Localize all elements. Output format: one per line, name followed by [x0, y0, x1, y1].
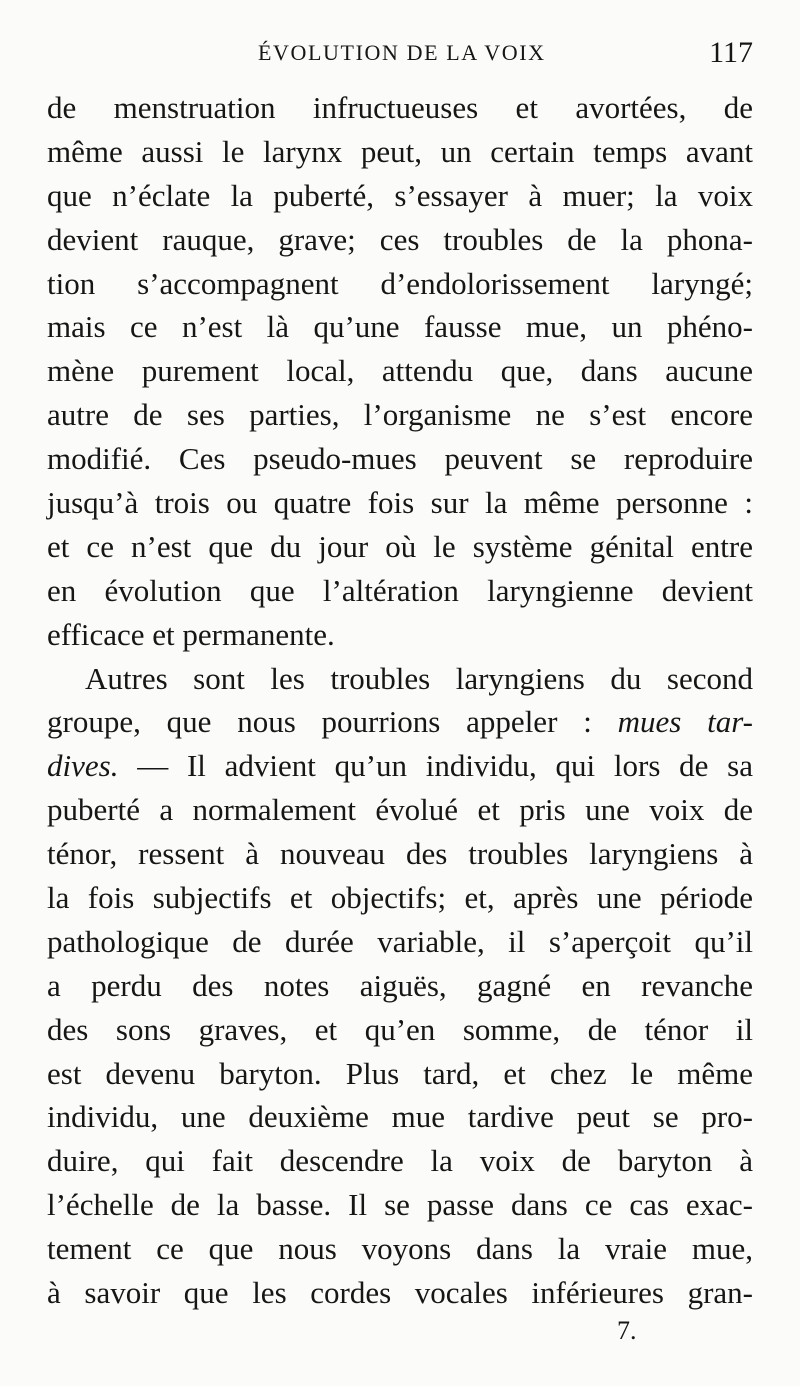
text-line: modifié. Ces pseudo-mues peuvent se reproduire [47, 441, 753, 477]
text-line: devient rauque, grave; ces troubles de la phona- [47, 221, 753, 257]
text-line: ténor, ressent à nouveau des troubles laryngiens à [47, 836, 753, 872]
body-text [47, 86, 753, 1315]
text-run: — Il advient qu’un individu, qui lors de sa [118, 748, 753, 784]
text-line: jusqu’à trois ou quatre fois sur la même personne : [47, 485, 753, 521]
italic-term: dives. [47, 748, 119, 784]
text-line: mais ce n’est là qu’une fausse mue, un phéno- [47, 309, 753, 345]
text-line: l’échelle de la basse. Il se passe dans ce cas exac- [47, 1187, 753, 1223]
running-head [0, 36, 800, 80]
text-line: individu, une deuxième mue tardive peut se pro- [47, 1099, 753, 1135]
text-line: a perdu des notes aiguës, gagné en revanche [47, 967, 753, 1003]
text-line: des sons graves, et qu’en somme, de ténor il [47, 1011, 753, 1047]
text-line: que n’éclate la puberté, s’essayer à muer; la voix [47, 177, 753, 213]
text-line: de menstruation infructueuses et avortées, de [47, 90, 753, 125]
text-line [47, 700, 753, 744]
text-line: Autres sont les troubles laryngiens du second [85, 660, 753, 696]
signature-mark: 7. [617, 1316, 637, 1345]
text-line: même aussi le larynx peut, un certain temps avant [47, 133, 753, 169]
text-line: tion s’accompagnent d’endolorissement laryngé; [47, 265, 753, 301]
running-title: ÉVOLUTION DE LA VOIX [258, 40, 546, 65]
italic-term: mues tar- [617, 704, 753, 740]
text-line: et ce n’est que du jour où le système génital entre [47, 528, 753, 564]
text-line: la fois subjectifs et objectifs; et, après une période [47, 880, 753, 916]
text-line: duire, qui fait descendre la voix de baryton à [47, 1143, 753, 1179]
text-line: tement ce que nous voyons dans la vraie mue, [47, 1231, 753, 1267]
text-line: en évolution que l’altération laryngienne devient [47, 572, 753, 608]
text-line: à savoir que les cordes vocales inférieures gran- [47, 1275, 753, 1311]
text-line [47, 744, 753, 788]
text-line: puberté a normalement évolué et pris une voix de [47, 792, 753, 828]
text-line: est devenu baryton. Plus tard, et chez le même [47, 1055, 753, 1091]
text-line: pathologique de durée variable, il s’aperçoit qu’il [47, 923, 753, 959]
text-line: efficace et permanente. [47, 616, 335, 652]
text-run: groupe, que nous pourrions appeler : [47, 704, 618, 740]
text-line: mène purement local, attendu que, dans aucune [47, 353, 753, 389]
page-number: 117 [709, 36, 753, 69]
text-line: autre de ses parties, l’organisme ne s’est encore [47, 397, 753, 433]
